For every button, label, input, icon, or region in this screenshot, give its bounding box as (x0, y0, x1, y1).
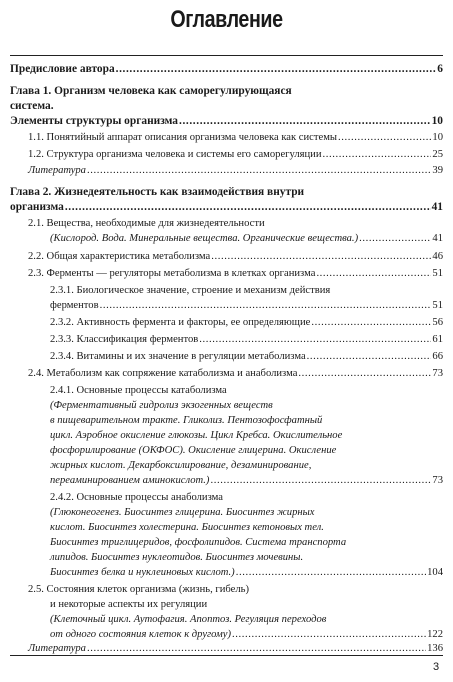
page-number: 3 (433, 661, 440, 673)
dot-leader (210, 474, 431, 488)
toc-page-number: 41 (431, 201, 443, 213)
toc-entry-2-4-2-line-2: (Глюконеогенез. Биосинтез глицерина. Биосинтез жирных (50, 507, 315, 518)
toc-entry-2-3[interactable] (28, 267, 443, 281)
toc-page-number: 39 (432, 165, 443, 176)
dot-leader (199, 333, 431, 347)
dot-leader (116, 62, 437, 76)
toc-entry-label: 2.3. Ферменты — регуляторы метаболизма в клетках организма (28, 268, 316, 279)
toc-page-number: 61 (432, 334, 443, 345)
toc-entry-label: Предисловие автора (10, 63, 115, 75)
toc-entry-label: от одного состояния клеток к другому) (50, 629, 232, 640)
toc-entry-label: Элементы структуры организма (10, 115, 179, 127)
dot-leader (338, 131, 431, 145)
toc-page-number: 66 (432, 351, 443, 362)
toc-entry-2-3-3[interactable] (50, 333, 443, 347)
toc-entry-2-4-1-line-2: (Ферментативный гидролиз экзогенных веществ (50, 400, 273, 411)
toc-entry-2-4-1-line-7[interactable] (50, 474, 443, 488)
toc-entry-2-4[interactable] (28, 367, 443, 381)
toc-entry-label: 2.3.4. Витамины и их значение в регуляции метаболизма (50, 351, 306, 362)
toc-page-number: 51 (432, 300, 443, 311)
chapter-1-title-line-1[interactable]: Глава 1. Организм человека как саморегулирующаяся (10, 85, 292, 97)
toc-page-number: 41 (432, 233, 443, 244)
toc-page-number: 25 (432, 149, 443, 160)
toc-entry-2-3-2[interactable] (50, 316, 443, 330)
chapter-2-title-line-2[interactable] (10, 200, 443, 214)
toc-page-number: 46 (432, 251, 443, 262)
toc-entry-2-4-2-line-1[interactable]: 2.4.2. Основные процессы анаболизма (50, 492, 223, 503)
dot-leader (179, 114, 431, 128)
toc-entry-2-5-line-3: (Клеточный цикл. Аутофагия. Апоптоз. Регуляция переходов (50, 614, 327, 625)
toc-entry-2-4-1-line-3: в пищеварительном тракте. Гликолиз. Пентозофосфатный (50, 415, 323, 426)
toc-entry-2-4-2-line-3: кислот. Биосинтез холестерина. Биосинтез кетоновых тел. (50, 522, 324, 533)
toc-entry-label: 1.2. Структура организма человека и системы его саморегуляции (28, 149, 322, 160)
toc-page-number: 6 (437, 63, 443, 75)
dot-leader (323, 148, 432, 162)
toc-entry-label: 2.3.2. Активность фермента и факторы, ее определяющие (50, 317, 311, 328)
bottom-rule (10, 655, 443, 656)
toc-page-number: 51 (432, 268, 443, 279)
dot-leader (307, 350, 432, 364)
toc-entry-1-2[interactable] (28, 148, 443, 162)
dot-leader (311, 316, 431, 330)
toc-page-number: 56 (432, 317, 443, 328)
toc-entry-label: (Кислород. Вода. Минеральные вещества. Органические вещества.) (50, 233, 359, 244)
toc-entry-label: Литература (28, 165, 86, 176)
toc-entry-2-4-2-line-5: липидов. Биосинтез нуклеотидов. Биосинтез мочевины. (50, 552, 304, 563)
chapter-2-title-line-1[interactable]: Глава 2. Жизнедеятельность как взаимодействия внутри (10, 186, 305, 198)
toc-entry-label: переаминированием аминокислот.) (50, 475, 210, 486)
toc-entry-label: 2.2. Общая характеристика метаболизма (28, 251, 211, 262)
toc-page-number: 73 (432, 368, 443, 379)
chapter-1-title-line-2[interactable]: система. (10, 100, 54, 112)
page-title: Оглавление (170, 6, 283, 33)
toc-entry-2-1-line-1[interactable]: 2.1. Вещества, необходимые для жизнедеятельности (28, 218, 265, 229)
dot-leader (232, 628, 426, 642)
toc-entry-2-5-line-1[interactable]: 2.5. Состояния клеток организма (жизнь, гибель) (28, 584, 250, 595)
toc-entry-label: организма (10, 201, 64, 213)
top-rule (10, 55, 443, 56)
toc-entry-ch1-literature[interactable] (28, 164, 443, 178)
toc-entry-2-4-1-line-5: фосфорилирование (ОКФОС). Окисление глицерина. Окисление (50, 445, 337, 456)
toc-page-number: 10 (432, 132, 443, 143)
toc-entry-label: 1.1. Понятийный аппарат описания организма человека как системы (28, 132, 338, 143)
toc-entry-2-2[interactable] (28, 250, 443, 264)
toc-entry-2-4-1-line-1[interactable]: 2.4.1. Основные процессы катаболизма (50, 385, 227, 396)
toc-page-number: 104 (427, 567, 443, 578)
dot-leader (211, 250, 431, 264)
toc-entry-2-3-1-line-1[interactable]: 2.3.1. Биологическое значение, строение и механизм действия (50, 285, 331, 296)
chapter-1-title-line-3[interactable] (10, 114, 443, 128)
toc-page-number: 10 (431, 115, 443, 127)
toc-entry-2-4-1-line-6: жирных кислот. Декарбоксилирование, дезаминирование, (50, 460, 312, 471)
dot-leader (87, 642, 426, 656)
dot-leader (359, 232, 431, 246)
toc-entry-label: 2.4. Метаболизм как сопряжение катаболизма и анаболизма (28, 368, 298, 379)
toc-entry-2-3-4[interactable] (50, 350, 443, 364)
toc-page-number: 73 (432, 475, 443, 486)
toc-page-number: 136 (427, 643, 443, 654)
toc-entry-label: ферментов (50, 300, 99, 311)
dot-leader (316, 267, 431, 281)
toc-entry-2-4-2-line-4: Биосинтез триглицеридов, фосфолипидов. Система транспорта (50, 537, 347, 548)
toc-entry-2-5-line-2[interactable]: и некоторые аспекты их регуляции (50, 599, 208, 610)
toc-entry-label: Литература (28, 643, 86, 654)
toc-entry-label: 2.3.3. Классификация ферментов (50, 334, 199, 345)
dot-leader (236, 566, 426, 580)
toc-entry-2-3-1-line-2[interactable] (50, 299, 443, 313)
toc-entry-2-4-2-line-6[interactable] (50, 566, 443, 580)
toc-entry-2-4-1-line-4: цикл. Аэробное окисление глюкозы. Цикл Кребса. Окислительное (50, 430, 343, 441)
toc-entry-ch2-literature[interactable] (28, 642, 443, 656)
toc-entry-2-1-line-2[interactable] (50, 232, 443, 246)
dot-leader (100, 299, 432, 313)
toc-entry-preface[interactable] (10, 62, 443, 76)
toc-page-number: 122 (427, 629, 443, 640)
toc-entry-1-1[interactable] (28, 131, 443, 145)
dot-leader (298, 367, 431, 381)
toc-entry-2-5-line-4[interactable] (50, 628, 443, 642)
dot-leader (65, 200, 431, 214)
toc-entry-label: Биосинтез белка и нуклеиновых кислот.) (50, 567, 235, 578)
dot-leader (87, 164, 431, 178)
